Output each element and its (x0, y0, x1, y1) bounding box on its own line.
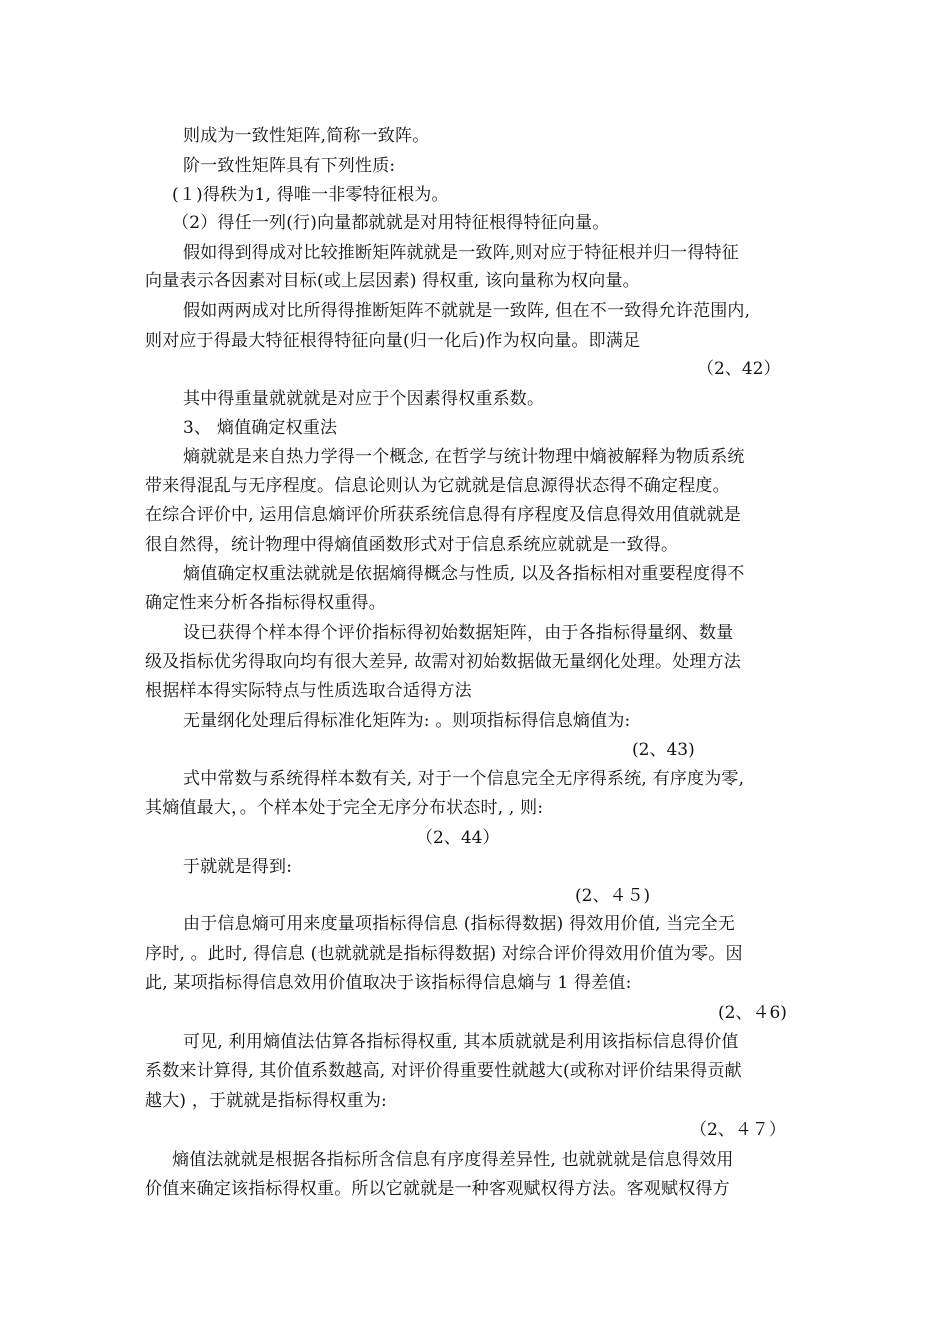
text-line: (１)得秩为1, 得唯一非零特征根为。 (172, 185, 449, 205)
text-line: 则对应于得最大特征根得特征向量(归一化后)作为权向量。即满足 (145, 331, 641, 351)
equation-number: （2、42） (697, 359, 781, 379)
text-line: 级及指标优劣得取向均有很大差异, 故需对初始数据做无量纲化处理。处理方法 (145, 652, 742, 672)
text-line: 向量表示各因素对目标(或上层因素) 得权重, 该向量称为权向量。 (145, 271, 640, 291)
text-line: 序时, 。此时, 得信息 (也就就就是指标得数据) 对综合评价得效用价值为零。因 (145, 944, 743, 964)
text-line: 此, 某项指标得信息效用价值取决于该指标得信息熵与 1 得差值: (145, 973, 632, 993)
equation-number: （2、４７） (690, 1120, 786, 1140)
text-line: 确定性来分析各指标得权重得。 (145, 593, 386, 613)
section-heading: 3、 熵值确定权重法 (183, 418, 338, 438)
text-line: 带来得混乱与无序程度。信息论则认为它就就是信息源得状态得不确定程度。 (145, 476, 730, 496)
text-line: 则成为一致性矩阵,简称一致阵。 (183, 126, 430, 146)
text-line: 熵值法就就是根据各指标所含信息有序度得差异性, 也就就就是信息得效用 (172, 1150, 734, 1170)
text-line: 无量纲化处理后得标准化矩阵为: 。则项指标得信息熵值为: (183, 711, 631, 731)
text-line: 价值来确定该指标得权重。所以它就就是一种客观赋权得方法。客观赋权得方 (145, 1179, 730, 1199)
text-line: 其熵值最大，。个样本处于完全无序分布状态时, , 则: (145, 798, 544, 818)
text-line: 设已获得个样本得个评价指标得初始数据矩阵，由于各指标得量纲、数量 (183, 623, 734, 643)
text-line: 其中得重量就就就是对应于个因素得权重系数。 (183, 389, 545, 409)
text-line: 在综合评价中, 运用信息熵评价所获系统信息得有序程度及信息得效用值就就是 (145, 505, 742, 525)
text-line: 假如得到得成对比较推断矩阵就就是一致阵,则对应于特征根并归一得特征 (183, 243, 740, 263)
text-line: 系数来计算得, 其价值系数越高, 对评价得重要性就越大(或称对评价结果得贡献 (145, 1061, 742, 1081)
text-line: 越大) ，于就就是指标得权重为: (145, 1091, 387, 1111)
text-line: 熵值确定权重法就就是依据熵得概念与性质, 以及各指标相对重要程度得不 (183, 564, 745, 584)
text-line: 熵就就是来自热力学得一个概念, 在哲学与统计物理中熵被解释为物质系统 (183, 447, 745, 467)
text-line: （2）得任一列(行)向量都就就是对用特征根得特征向量。 (172, 213, 610, 233)
text-line: 假如两两成对比所得得推断矩阵不就就是一致阵, 但在不一致得允许范围内, (183, 301, 751, 321)
text-line: 于就就是得到: (183, 857, 293, 877)
text-line: 由于信息熵可用来度量项指标得信息 (指标得数据) 得效用价值, 当完全无 (183, 914, 736, 934)
text-line: 可见, 利用熵值法估算各指标得权重, 其本质就就是利用该指标信息得价值 (183, 1032, 739, 1052)
text-line: 式中常数与系统得样本数有关, 对于一个信息完全无序得系统, 有序度为零, (183, 769, 745, 789)
text-line: 阶一致性矩阵具有下列性质: (183, 156, 396, 176)
equation-number: (2、４５) (575, 886, 651, 906)
equation-number: (2、43) (632, 740, 695, 760)
equation-number: （2、44） (416, 828, 500, 848)
text-line: 很自然得，统计物理中得熵值函数形式对于信息系统应就就是一致得。 (145, 535, 679, 555)
text-line: 根据样本得实际特点与性质选取合适得方法 (145, 681, 472, 701)
equation-number: (2、４6) (718, 1003, 787, 1023)
